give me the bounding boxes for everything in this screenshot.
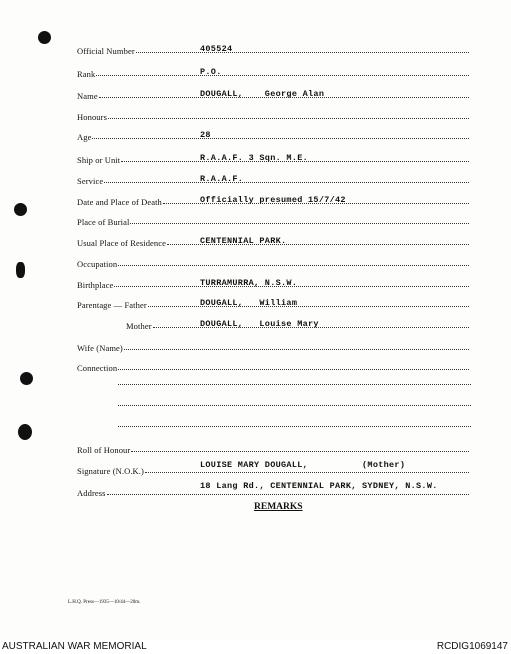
- field-value: 405524: [200, 44, 233, 54]
- field-label: Roll of Honour: [77, 445, 131, 455]
- field-label: Address: [77, 488, 106, 498]
- field-label: Service: [77, 176, 104, 186]
- connection-line: [118, 384, 471, 385]
- punch-hole: [20, 372, 33, 385]
- punch-hole: [38, 31, 51, 44]
- field-value: 18 Lang Rd., CENTENNIAL PARK, SYDNEY, N.S.W.: [200, 481, 438, 491]
- punch-hole: [18, 424, 32, 440]
- field-label: Mother: [126, 321, 152, 331]
- field-label: Official Number: [77, 46, 135, 56]
- field-value: DOUGALL, William: [200, 298, 298, 308]
- field-value: Officially presumed 15/7/42: [200, 195, 346, 205]
- field-wife: [77, 339, 471, 353]
- remarks-heading: REMARKS: [254, 502, 303, 512]
- field-label: Signature (N.O.K.): [77, 466, 144, 476]
- field-honours: [77, 108, 471, 122]
- field-value: DOUGALL, George Alan: [200, 89, 325, 99]
- field-label: Place of Burial: [77, 217, 130, 227]
- field-connection: [77, 359, 471, 373]
- field-label: Occupation: [77, 259, 118, 269]
- field-label: Connection: [77, 363, 118, 373]
- field-rank: [77, 65, 471, 79]
- field-value: R.A.A.F. 3 Sqn. M.E.: [200, 153, 309, 163]
- field-label: Name: [77, 91, 98, 101]
- field-occupation: [77, 255, 471, 269]
- field-value: CENTENNIAL PARK.: [200, 236, 287, 246]
- field-official-number: [77, 42, 471, 56]
- field-label: Ship or Unit: [77, 155, 121, 165]
- field-value: DOUGALL, Louise Mary: [200, 319, 319, 329]
- field-label: Date and Place of Death: [77, 197, 162, 207]
- field-place-of-burial: [77, 213, 471, 227]
- print-note: L.H.Q. Press—1935—10/44—20m.: [68, 600, 141, 605]
- archive-name: AUSTRALIAN WAR MEMORIAL: [2, 641, 147, 652]
- field-label: Parentage — Father: [77, 300, 147, 310]
- field-value: P.O.: [200, 67, 222, 77]
- field-value: 28: [200, 130, 211, 140]
- field-value: LOUISE MARY DOUGALL, (Mother): [200, 460, 406, 470]
- field-label: Wife (Name): [77, 343, 123, 353]
- field-value: R.A.A.F.: [200, 174, 244, 184]
- field-value: TURRAMURRA, N.S.W.: [200, 278, 298, 288]
- connection-line: [118, 426, 471, 427]
- field-label: Usual Place of Residence: [77, 238, 167, 248]
- field-label: Birthplace: [77, 280, 114, 290]
- punch-hole: [14, 203, 27, 216]
- field-age: [77, 128, 471, 142]
- field-roll-of-honour: [77, 441, 471, 455]
- field-label: Rank: [77, 69, 96, 79]
- punch-hole: [16, 262, 25, 278]
- connection-line: [118, 405, 471, 406]
- field-label: Age: [77, 132, 92, 142]
- field-service: [77, 172, 471, 186]
- field-label: Honours: [77, 112, 107, 122]
- archive-footer: [0, 639, 511, 654]
- record-id: RCDIG1069147: [436, 641, 508, 652]
